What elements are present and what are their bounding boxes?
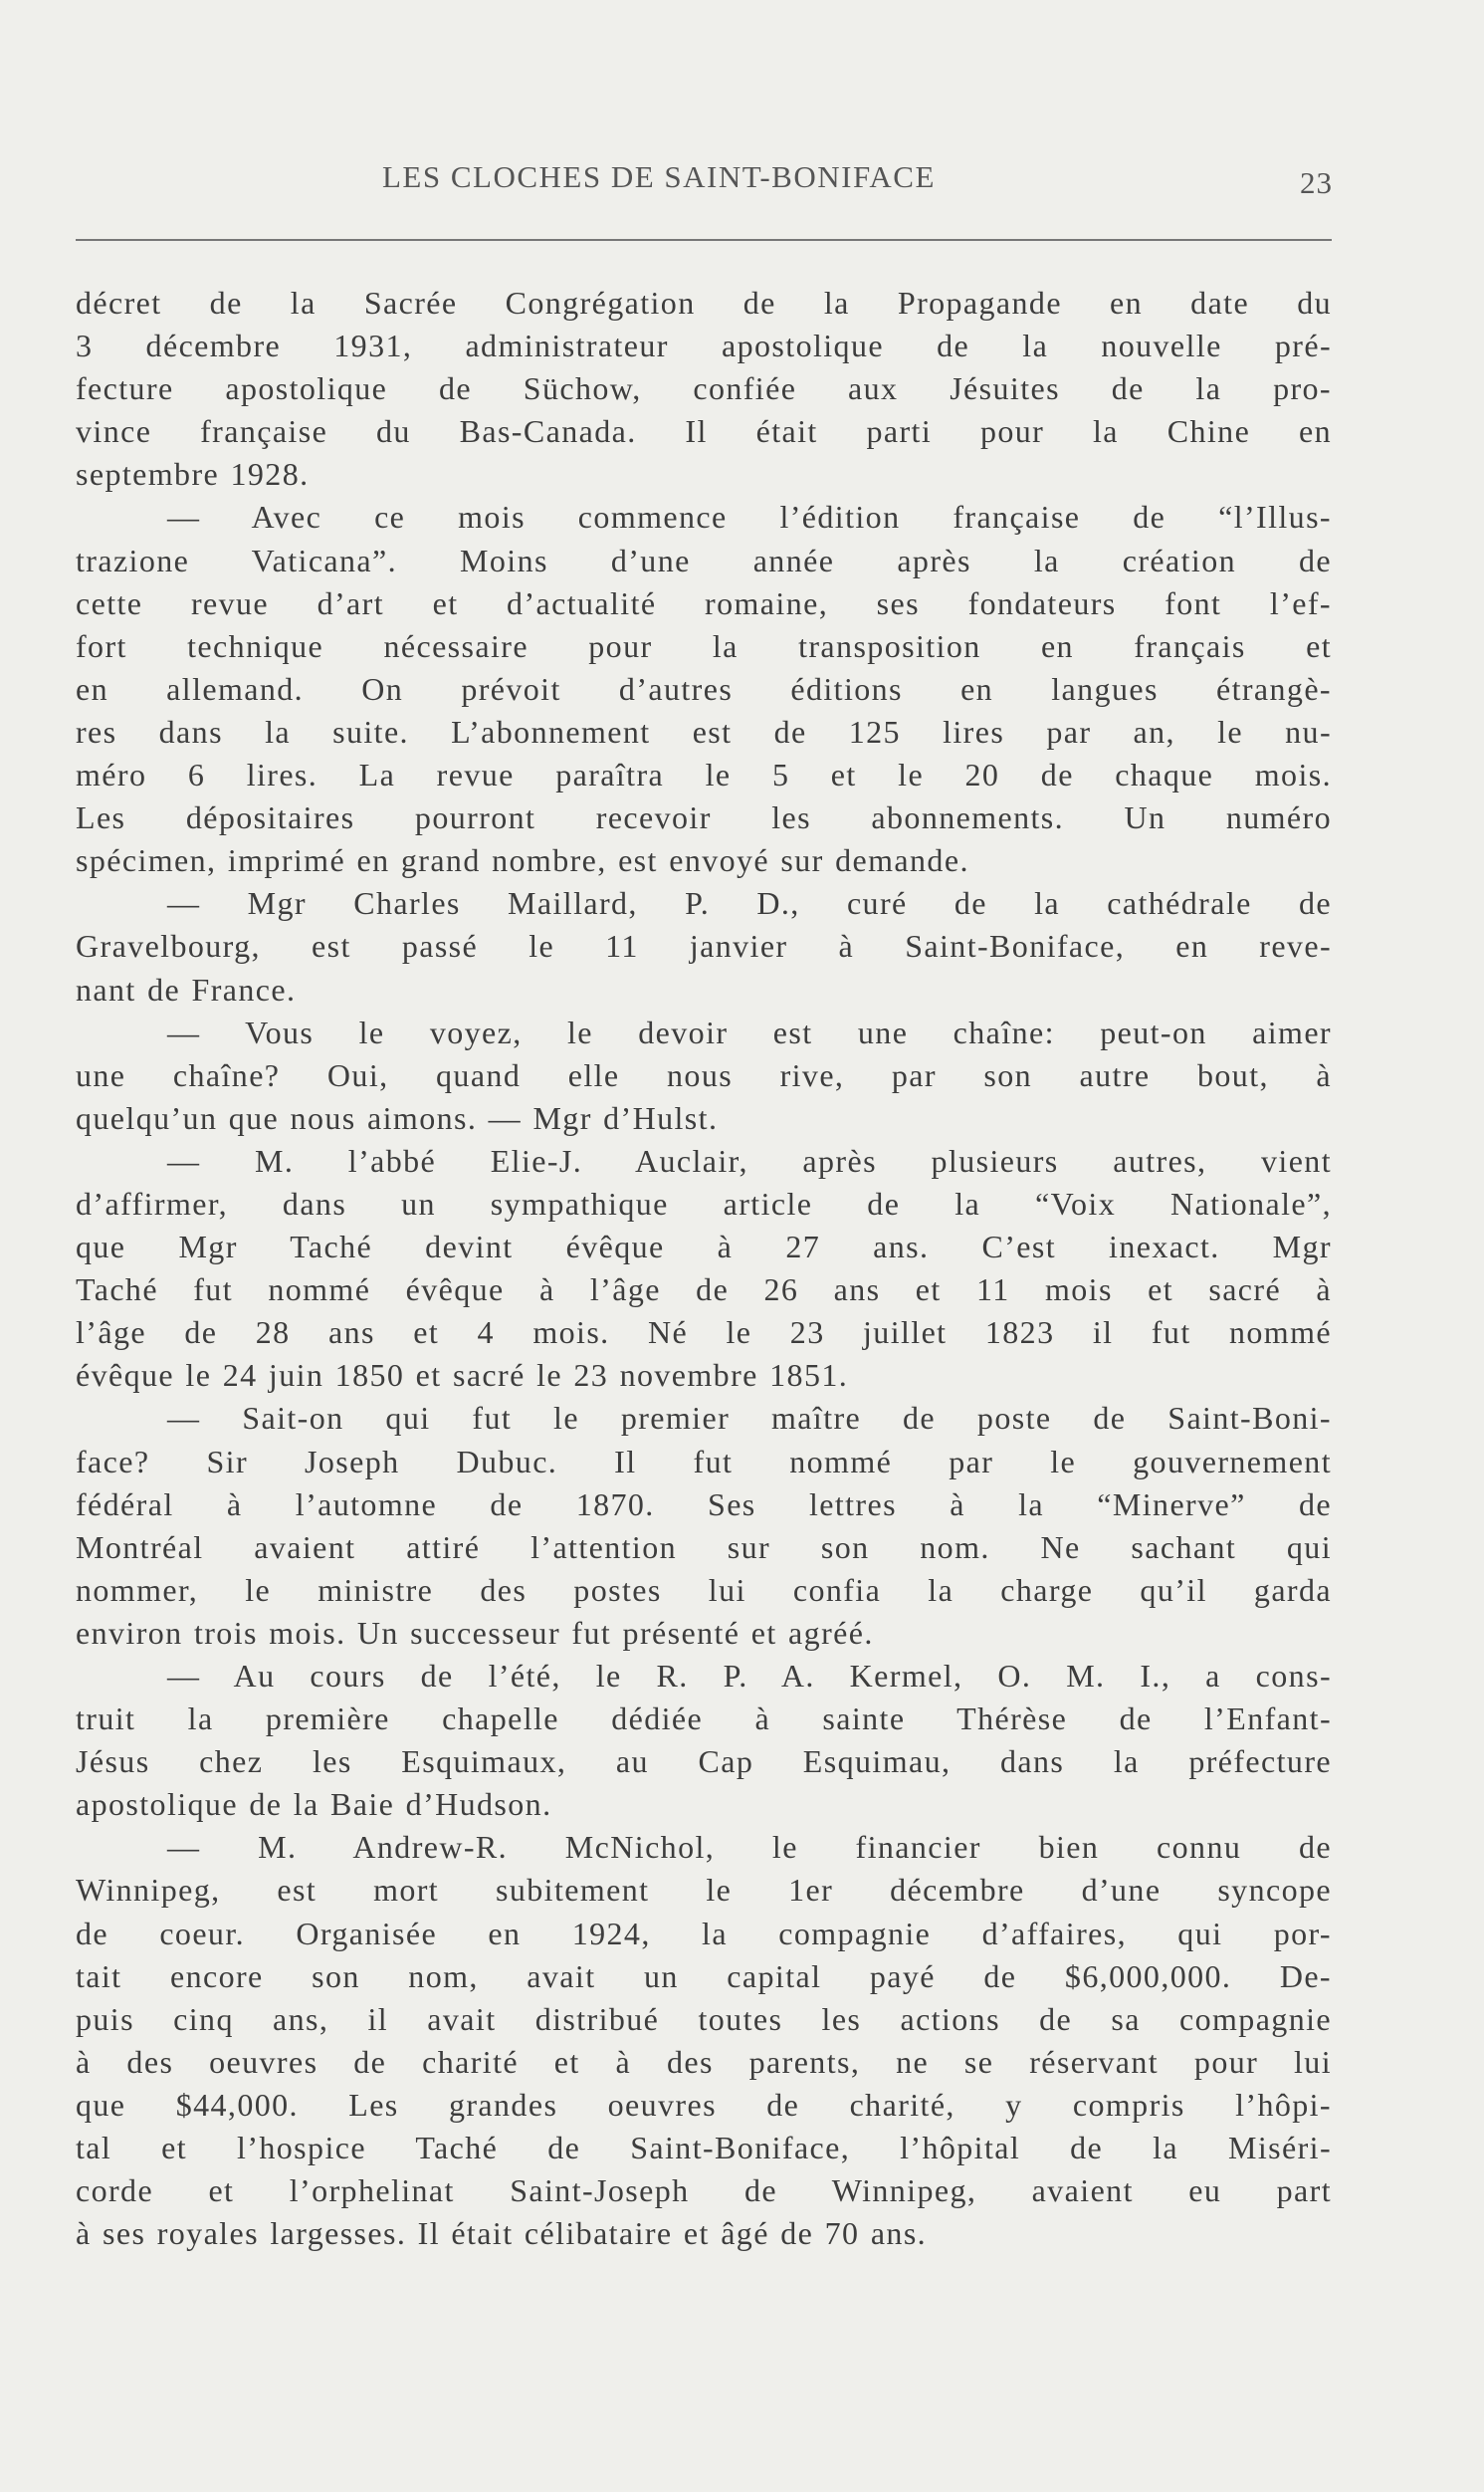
text-line: évêque le 24 juin 1850 et sacré le 23 novembre 1851.: [76, 1357, 849, 1394]
text-line: méro 6 lires. La revue paraîtra le 5 et le 20 de chaque mois.: [76, 757, 1332, 793]
text-line: face? Sir Joseph Dubuc. Il fut nommé par le gouvernement: [76, 1443, 1332, 1479]
text-line: fédéral à l’automne de 1870. Ses lettres à la “Minerve” de: [76, 1485, 1332, 1522]
text-line: Jésus chez les Esquimaux, au Cap Esquimau, dans la préfecture: [76, 1743, 1332, 1780]
text-line: vince française du Bas-Canada. Il était parti pour la Chine en: [76, 413, 1332, 450]
text-line: une chaîne? Oui, quand elle nous rive, par son autre bout, à: [76, 1056, 1332, 1093]
text-line: Gravelbourg, est passé le 11 janvier à Saint-Boniface, en reve-: [76, 928, 1332, 965]
text-line: quelqu’un que nous aimons. — Mgr d’Hulst.: [76, 1099, 719, 1136]
text-line: que Mgr Taché devint évêque à 27 ans. C’est inexact. Mgr: [76, 1229, 1332, 1265]
text-line: cette revue d’art et d’actualité romaine, ses fondateurs font l’ef-: [76, 584, 1332, 621]
text-line: — Mgr Charles Maillard, P. D., curé de la cathédrale de: [167, 885, 1332, 922]
text-line: l’âge de 28 ans et 4 mois. Né le 23 juillet 1823 il fut nommé: [76, 1314, 1332, 1351]
paragraph: [76, 882, 1332, 1011]
text-line: spécimen, imprimé en grand nombre, est envoyé sur demande.: [76, 842, 969, 879]
text-line: tait encore son nom, avait un capital payé de $6,000,000. De-: [76, 1957, 1332, 1994]
paragraph: [76, 1012, 1332, 1140]
text-line: 3 décembre 1931, administrateur apostolique de la nouvelle pré-: [76, 328, 1332, 364]
text-line: Les dépositaires pourront recevoir les abonnements. Un numéro: [76, 799, 1332, 836]
text-line: Montréal avaient attiré l’attention sur son nom. Ne sachant qui: [76, 1528, 1332, 1565]
text-line: — Sait-on qui fut le premier maître de poste de Saint-Boni-: [167, 1400, 1332, 1437]
text-line: décret de la Sacrée Congrégation de la Propagande en date du: [76, 285, 1332, 321]
text-line: trazione Vaticana”. Moins d’une année après la création de: [76, 542, 1332, 578]
text-line: res dans la suite. L’abonnement est de 125 lires par an, le nu-: [76, 713, 1332, 750]
text-line: — M. l’abbé Elie-J. Auclair, après plusieurs autres, vient: [167, 1142, 1332, 1179]
text-line: tal et l’hospice Taché de Saint-Boniface, l’hôpital de la Miséri-: [76, 2130, 1332, 2166]
text-line: fecture apostolique de Süchow, confiée aux Jésuites de la pro-: [76, 370, 1332, 407]
text-line: que $44,000. Les grandes oeuvres de charité, y compris l’hôpi-: [76, 2086, 1332, 2123]
paragraph: [76, 1140, 1332, 1398]
text-line: septembre 1928.: [76, 456, 310, 493]
text-line: d’affirmer, dans un sympathique article de la “Voix Nationale”,: [76, 1185, 1332, 1222]
paragraph: [76, 1826, 1332, 2255]
text-line: Taché fut nommé évêque à l’âge de 26 ans et 11 mois et sacré à: [76, 1271, 1332, 1308]
paragraph: [76, 496, 1332, 882]
paragraph: [76, 282, 1332, 496]
page-number: 23: [1300, 165, 1333, 200]
text-line: de coeur. Organisée en 1924, la compagnie d’affaires, qui por-: [76, 1915, 1332, 1951]
text-line: Winnipeg, est mort subitement le 1er décembre d’une syncope: [76, 1872, 1332, 1909]
text-line: — Au cours de l’été, le R. P. A. Kermel, O. M. I., a cons-: [167, 1658, 1332, 1694]
text-line: apostolique de la Baie d’Hudson.: [76, 1786, 552, 1823]
text-line: environ trois mois. Un successeur fut présenté et agréé.: [76, 1614, 874, 1651]
text-line: à des oeuvres de charité et à des parents, ne se réservant pour lui: [76, 2043, 1332, 2080]
header-rule: [76, 239, 1332, 241]
text-line: à ses royales largesses. Il était célibataire et âgé de 70 ans.: [76, 2215, 928, 2252]
text-line: — Vous le voyez, le devoir est une chaîne: peut-on aimer: [167, 1014, 1332, 1050]
text-line: truit la première chapelle dédiée à sainte Thérèse de l’Enfant-: [76, 1700, 1332, 1737]
text-line: nant de France.: [76, 971, 297, 1008]
running-head: [0, 159, 1484, 199]
running-title: LES CLOCHES DE SAINT-BONIFACE: [382, 159, 936, 194]
text-line: puis cinq ans, il avait distribué toutes les actions de sa compagnie: [76, 2000, 1332, 2037]
paragraph: [76, 1397, 1332, 1655]
text-line: — Avec ce mois commence l’édition française de “l’Illus-: [167, 499, 1332, 536]
body-text: [76, 282, 1332, 2255]
text-line: corde et l’orphelinat Saint-Joseph de Winnipeg, avaient eu part: [76, 2172, 1332, 2209]
text-line: en allemand. On prévoit d’autres éditions en langues étrangè-: [76, 670, 1332, 707]
text-line: fort technique nécessaire pour la transposition en français et: [76, 627, 1332, 664]
paragraph: [76, 1655, 1332, 1826]
text-line: nommer, le ministre des postes lui confia la charge qu’il garda: [76, 1571, 1332, 1608]
text-line: — M. Andrew-R. McNichol, le financier bien connu de: [167, 1829, 1332, 1866]
